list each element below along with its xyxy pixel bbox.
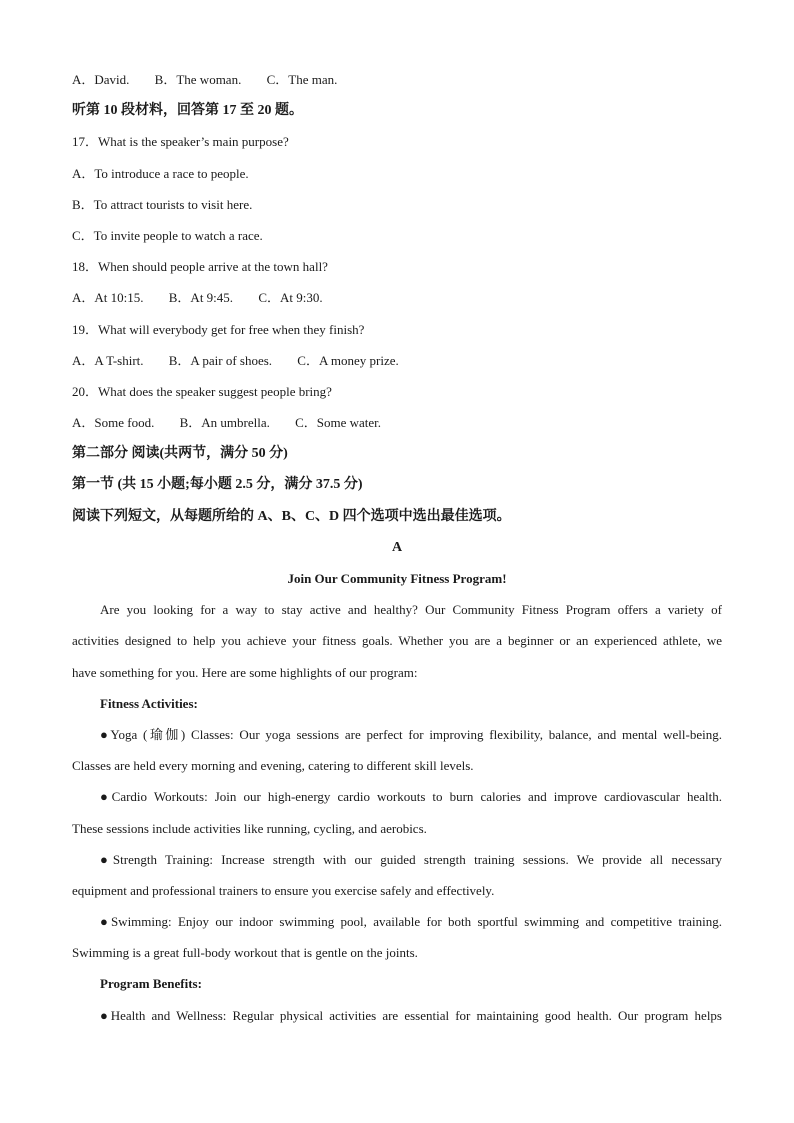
q16-option-c: C．The man. bbox=[266, 72, 338, 87]
q18-options-row bbox=[72, 282, 722, 313]
health-line-1: ●Health and Wellness: Regular physical activities are essential for maintaining good health. Our program helps bbox=[100, 1007, 722, 1023]
q20-options-row bbox=[72, 407, 722, 438]
cardio-line-1: ●Cardio Workouts: Join our high-energy cardio workouts to burn calories and improve cardiovascular health. bbox=[100, 789, 722, 805]
strength-item bbox=[72, 844, 722, 906]
q19-option-c: C．A money prize. bbox=[297, 352, 399, 368]
q20-option-c: C．Some water. bbox=[295, 415, 382, 431]
strength-line-1: ●Strength Training: Increase strength with our guided strength training sessions. We provide all necessary bbox=[100, 851, 722, 867]
q20-option-b: B．An umbrella. bbox=[179, 415, 270, 431]
q17-option-a: A．To introduce a race to people. bbox=[72, 165, 249, 181]
intro-line-2: activities designed to help you achieve your fitness goals. Whether you are a beginner or an experienced athlete, we bbox=[72, 633, 722, 649]
q20-stem: 20．What does the speaker suggest people bring? bbox=[72, 383, 332, 399]
q16-option-a: A．David. bbox=[72, 72, 130, 87]
yoga-line-1: ●Yoga (瑜伽) Classes: Our yoga sessions are perfect for improving flexibility, balance, and mental well-being. bbox=[100, 726, 722, 742]
passage-title: Join Our Community Fitness Program! bbox=[287, 571, 507, 586]
q18-option-b: B．At 9:45. bbox=[168, 290, 234, 306]
strength-line-2: equipment and professional trainers to ensure you exercise safely and effectively. bbox=[72, 882, 495, 898]
q18-option-c: C．At 9:30. bbox=[258, 290, 323, 306]
swim-line-1: ●Swimming: Enjoy our indoor swimming pool, available for both sportful swimming and competitive training. bbox=[100, 914, 722, 930]
q19-option-a: A．A T-shirt. bbox=[72, 352, 144, 368]
cardio-item bbox=[72, 781, 722, 843]
q17-option-c: C．To invite people to watch a race. bbox=[72, 227, 263, 243]
fitness-activities-heading: Fitness Activities: bbox=[100, 695, 198, 711]
intro-line-3: have something for you. Here are some highlights of our program: bbox=[72, 664, 418, 680]
reading-instruction: 阅读下列短文，从每题所给的 A、B、C、D 四个选项中选出最佳选项。 bbox=[72, 508, 511, 524]
yoga-item bbox=[72, 719, 722, 781]
intro-line-1: Are you looking for a way to stay active and healthy? Our Community Fitness Program offers a variety of bbox=[100, 602, 722, 618]
q19-options-row bbox=[72, 345, 722, 376]
q20-option-a: A．Some food. bbox=[72, 415, 155, 431]
q18-option-a: A．At 10:15. bbox=[72, 290, 144, 306]
q16-option-b: B．The woman. bbox=[154, 72, 242, 87]
q18-stem: 18．When should people arrive at the town hall? bbox=[72, 259, 328, 275]
intro-paragraph bbox=[72, 594, 722, 688]
q16-options-row bbox=[72, 64, 722, 95]
section1-heading: 第一节 (共 15 小题;每小题 2.5 分，满分 37.5 分) bbox=[72, 477, 363, 493]
q17-stem: 17．What is the speaker’s main purpose? bbox=[72, 134, 289, 150]
health-item bbox=[72, 1000, 722, 1031]
swimming-item bbox=[72, 906, 722, 968]
q17-option-b: B．To attract tourists to visit here. bbox=[72, 196, 253, 212]
part2-heading: 第二部分 阅读(共两节，满分 50 分) bbox=[72, 446, 288, 462]
swim-line-2: Swimming is a great full-body workout that is gentle on the joints. bbox=[72, 945, 418, 961]
section10-heading: 听第 10 段材料，回答第 17 至 20 题。 bbox=[72, 103, 303, 119]
yoga-line-2: Classes are held every morning and evening, catering to different skill levels. bbox=[72, 758, 474, 774]
program-benefits-heading: Program Benefits: bbox=[100, 976, 202, 992]
document-page bbox=[72, 64, 722, 1031]
passage-letter: A bbox=[391, 539, 403, 555]
cardio-line-2: These sessions include activities like running, cycling, and aerobics. bbox=[72, 820, 427, 836]
q19-stem: 19．What will everybody get for free when they finish? bbox=[72, 321, 365, 337]
q19-option-b: B．A pair of shoes. bbox=[168, 352, 273, 368]
